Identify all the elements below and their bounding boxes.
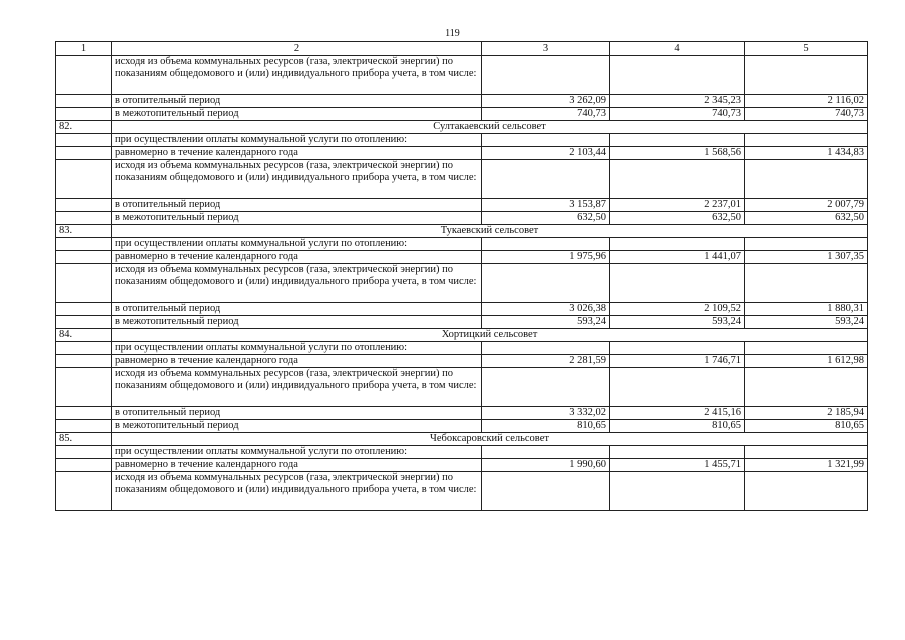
table-row	[56, 238, 868, 251]
section-row	[56, 225, 868, 238]
table-row	[56, 160, 868, 199]
value-col3: 3 262,09	[482, 95, 610, 108]
value-col5	[745, 238, 868, 251]
value-col3	[482, 472, 610, 511]
value-col3: 810,65	[482, 420, 610, 433]
value-col4: 593,24	[610, 316, 745, 329]
value-col4: 1 441,07	[610, 251, 745, 264]
row-label: равномерно в течение календарного года	[112, 147, 482, 160]
section-row	[56, 121, 868, 134]
value-col4: 632,50	[610, 212, 745, 225]
value-col5: 740,73	[745, 108, 868, 121]
value-col3	[482, 342, 610, 355]
row-index	[56, 212, 112, 225]
value-col5: 1 434,83	[745, 147, 868, 160]
value-col4: 2 345,23	[610, 95, 745, 108]
row-index	[56, 238, 112, 251]
table-row	[56, 459, 868, 472]
row-label: при осуществлении оплаты коммунальной услуги по отоплению:	[112, 238, 482, 251]
column-header-2: 2	[112, 42, 482, 56]
value-col5: 1 307,35	[745, 251, 868, 264]
row-index	[56, 264, 112, 303]
value-col3: 2 103,44	[482, 147, 610, 160]
row-index: 83.	[56, 225, 112, 238]
page-number: 119	[445, 28, 460, 39]
value-col4: 2 109,52	[610, 303, 745, 316]
tariff-table	[55, 41, 868, 511]
table-header-row	[56, 42, 868, 56]
table-row	[56, 108, 868, 121]
value-col5	[745, 342, 868, 355]
row-label: в отопительный период	[112, 199, 482, 212]
value-col5: 632,50	[745, 212, 868, 225]
table-row	[56, 199, 868, 212]
table-row	[56, 264, 868, 303]
row-index: 82.	[56, 121, 112, 134]
value-col3	[482, 134, 610, 147]
row-index: 85.	[56, 433, 112, 446]
row-label: исходя из объема коммунальных ресурсов (газа, электрической энергии) по показаниям общедомового и (или) индивидуального прибора учета, в том числе:	[112, 472, 482, 511]
row-index	[56, 95, 112, 108]
value-col4: 2 415,16	[610, 407, 745, 420]
section-row	[56, 329, 868, 342]
row-label: при осуществлении оплаты коммунальной услуги по отоплению:	[112, 342, 482, 355]
value-col4: 810,65	[610, 420, 745, 433]
row-index	[56, 199, 112, 212]
value-col3: 593,24	[482, 316, 610, 329]
row-label: в отопительный период	[112, 303, 482, 316]
row-label: при осуществлении оплаты коммунальной услуги по отоплению:	[112, 134, 482, 147]
value-col3	[482, 264, 610, 303]
table-row	[56, 147, 868, 160]
row-index	[56, 368, 112, 407]
row-index	[56, 446, 112, 459]
table-row	[56, 316, 868, 329]
value-col5: 1 880,31	[745, 303, 868, 316]
table-row	[56, 95, 868, 108]
table-row	[56, 420, 868, 433]
column-header-3: 3	[482, 42, 610, 56]
value-col4	[610, 446, 745, 459]
row-index	[56, 472, 112, 511]
row-label: исходя из объема коммунальных ресурсов (газа, электрической энергии) по показаниям общедомового и (или) индивидуального прибора учета, в том числе:	[112, 56, 482, 95]
row-index: 84.	[56, 329, 112, 342]
table-row	[56, 342, 868, 355]
value-col4: 2 237,01	[610, 199, 745, 212]
value-col4	[610, 56, 745, 95]
row-index	[56, 303, 112, 316]
row-label: равномерно в течение календарного года	[112, 459, 482, 472]
value-col3: 3 153,87	[482, 199, 610, 212]
value-col4	[610, 160, 745, 199]
value-col3	[482, 238, 610, 251]
value-col4	[610, 342, 745, 355]
table-row	[56, 355, 868, 368]
value-col5	[745, 264, 868, 303]
value-col5: 1 612,98	[745, 355, 868, 368]
value-col3: 1 975,96	[482, 251, 610, 264]
row-index	[56, 316, 112, 329]
value-col4	[610, 368, 745, 407]
value-col4: 1 568,56	[610, 147, 745, 160]
section-title: Тукаевский сельсовет	[112, 225, 868, 238]
row-label: равномерно в течение календарного года	[112, 355, 482, 368]
row-index	[56, 134, 112, 147]
value-col3: 632,50	[482, 212, 610, 225]
value-col3: 740,73	[482, 108, 610, 121]
column-header-5: 5	[745, 42, 868, 56]
row-label: равномерно в течение календарного года	[112, 251, 482, 264]
table-row	[56, 407, 868, 420]
section-row	[56, 433, 868, 446]
row-index	[56, 420, 112, 433]
row-index	[56, 56, 112, 95]
section-title: Султакаевский сельсовет	[112, 121, 868, 134]
column-header-4: 4	[610, 42, 745, 56]
value-col3: 3 026,38	[482, 303, 610, 316]
value-col4	[610, 264, 745, 303]
section-title: Чебоксаровский сельсовет	[112, 433, 868, 446]
row-label: в межотопительный период	[112, 316, 482, 329]
row-label: исходя из объема коммунальных ресурсов (газа, электрической энергии) по показаниям общедомового и (или) индивидуального прибора учета, в том числе:	[112, 368, 482, 407]
value-col3	[482, 160, 610, 199]
row-index	[56, 251, 112, 264]
row-index	[56, 147, 112, 160]
row-index	[56, 108, 112, 121]
row-label: исходя из объема коммунальных ресурсов (газа, электрической энергии) по показаниям общедомового и (или) индивидуального прибора учета, в том числе:	[112, 264, 482, 303]
row-index	[56, 355, 112, 368]
value-col5	[745, 472, 868, 511]
value-col4: 1 746,71	[610, 355, 745, 368]
value-col5	[745, 446, 868, 459]
row-label: в межотопительный период	[112, 420, 482, 433]
table-row	[56, 472, 868, 511]
section-title: Хортицкий сельсовет	[112, 329, 868, 342]
value-col4	[610, 238, 745, 251]
value-col5: 2 116,02	[745, 95, 868, 108]
table-row	[56, 212, 868, 225]
value-col4: 1 455,71	[610, 459, 745, 472]
row-index	[56, 407, 112, 420]
value-col3	[482, 56, 610, 95]
value-col4: 740,73	[610, 108, 745, 121]
value-col5: 2 007,79	[745, 199, 868, 212]
row-index	[56, 160, 112, 199]
column-header-1: 1	[56, 42, 112, 56]
value-col5: 593,24	[745, 316, 868, 329]
value-col5	[745, 56, 868, 95]
row-index	[56, 342, 112, 355]
value-col5	[745, 368, 868, 407]
row-index	[56, 459, 112, 472]
value-col5: 2 185,94	[745, 407, 868, 420]
row-label: в межотопительный период	[112, 212, 482, 225]
value-col5	[745, 160, 868, 199]
table-row	[56, 134, 868, 147]
value-col3: 2 281,59	[482, 355, 610, 368]
value-col3: 1 990,60	[482, 459, 610, 472]
table-row	[56, 251, 868, 264]
value-col5: 1 321,99	[745, 459, 868, 472]
table-row	[56, 303, 868, 316]
value-col3	[482, 446, 610, 459]
value-col5: 810,65	[745, 420, 868, 433]
value-col4	[610, 472, 745, 511]
row-label: при осуществлении оплаты коммунальной услуги по отоплению:	[112, 446, 482, 459]
value-col4	[610, 134, 745, 147]
value-col3	[482, 368, 610, 407]
table-row	[56, 368, 868, 407]
value-col5	[745, 134, 868, 147]
table-row	[56, 446, 868, 459]
table-row	[56, 56, 868, 95]
row-label: в отопительный период	[112, 407, 482, 420]
value-col3: 3 332,02	[482, 407, 610, 420]
row-label: исходя из объема коммунальных ресурсов (газа, электрической энергии) по показаниям общедомового и (или) индивидуального прибора учета, в том числе:	[112, 160, 482, 199]
row-label: в межотопительный период	[112, 108, 482, 121]
row-label: в отопительный период	[112, 95, 482, 108]
